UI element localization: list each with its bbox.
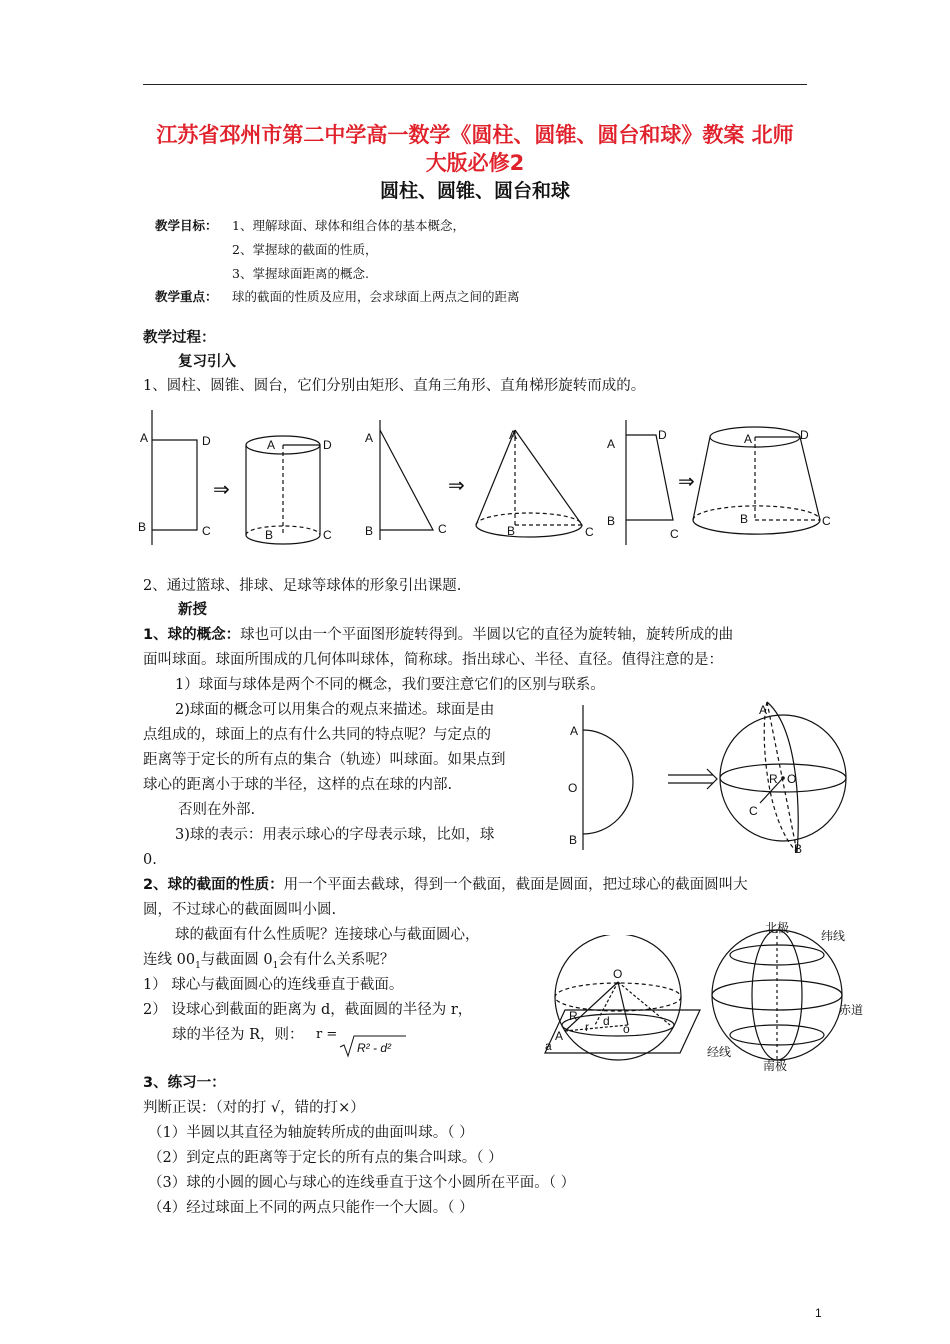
fig1-label-c: C <box>438 522 447 536</box>
fig1-label-a: A <box>365 431 374 445</box>
section1-point2-line4: 球心的距离小于球的半径，这样的点在球的内部. <box>143 777 453 793</box>
fig2-label-a: A <box>759 703 768 717</box>
exercise-item: （4）经过球面上不同的两点只能作一个大圆。（ ） <box>148 1200 474 1216</box>
objective-item: 1、理解球面、球体和组合体的基本概念， <box>232 218 465 233</box>
rotation-arrow: ⇒ <box>678 471 695 493</box>
section1-point3-line2: 0. <box>143 852 157 868</box>
fig1-label-b: B <box>740 512 749 526</box>
globe-south-pole: 南极 <box>763 1059 788 1073</box>
section2-question1: 球的截面有什么性质呢？连接球心与截面圆心， <box>175 927 480 943</box>
section1-point3-line1: 3)球的表示：用表示球心的字母表示球，比如，球 <box>175 827 495 843</box>
fig3-label-r: r <box>585 1020 589 1034</box>
fig1-label-b: B <box>365 524 374 538</box>
globe-latitude: 纬线 <box>821 929 846 943</box>
fig1-label-a: A <box>744 432 753 446</box>
fig1-label-a: A <box>140 431 149 445</box>
fig3-label-plane: a <box>545 1039 552 1053</box>
fig3-label-a: A <box>555 1029 564 1043</box>
globe-longitude: 经线 <box>707 1045 732 1059</box>
fig1-label-d: D <box>323 438 332 452</box>
globe-figure <box>705 920 870 1075</box>
fig1-label-b: B <box>607 514 616 528</box>
fig3-label-o: O <box>613 967 623 981</box>
fig2-label-b: B <box>794 842 803 856</box>
lesson-subtitle: 圆柱、圆锥、圆台和球 <box>379 180 570 202</box>
fig1-label-c: C <box>822 514 831 528</box>
fig3-label-d: d <box>603 1014 610 1028</box>
section1-point2-line3: 距离等于定长的所有点的集合（轨迹）叫球面。如果点到 <box>143 752 506 768</box>
keypoints-label: 教学重点： <box>155 289 218 304</box>
process-heading: 教学过程： <box>143 330 216 346</box>
fig1-label-d: D <box>202 434 211 448</box>
objective-item: 3、掌握球面距离的概念. <box>232 266 369 281</box>
fig1-label-d: D <box>800 428 809 442</box>
fig1-label-c: C <box>323 528 332 542</box>
fig3-label-o1: o <box>623 1022 630 1036</box>
review-heading: 复习引入 <box>178 354 236 370</box>
fig1-label-b: B <box>138 520 147 534</box>
section1-point2-line5: 否则在外部. <box>178 802 256 818</box>
keypoints-text: 球的截面的性质及应用，会求球面上两点之间的距离 <box>232 289 520 304</box>
fig1-label-a: A <box>267 438 276 452</box>
section2-item2: 2） 设球心到截面的距离为 d，截面圆的半径为 r， <box>143 1002 473 1018</box>
section1-line1: 球也可以由一个平面图形旋转得到。半圆以它的直径为旋转轴，旋转所成的曲 <box>240 627 734 643</box>
fig2-label-c: C <box>749 804 758 818</box>
fig1-label-b: B <box>265 528 274 542</box>
fig3-label-r-big: R <box>569 1009 578 1023</box>
fig1-label-a: A <box>607 437 616 451</box>
section1-heading: 1、球的概念： <box>143 627 241 643</box>
fig2-label-a: A <box>570 724 579 738</box>
review-text-2: 2、通过篮球、排球、足球等球体的形象引出课题. <box>143 578 462 594</box>
semicircle-to-sphere-figure <box>560 690 850 860</box>
section1-line2: 面叫球面。球面所围成的几何体叫球体，简称球。指出球心、半径、直径。值得注意的是： <box>143 652 723 668</box>
fig2-label-o: O <box>568 781 578 795</box>
fig1-label-c: C <box>670 527 679 541</box>
exercise-item: （1）半圆以其直径为轴旋转所成的曲面叫球。（ ） <box>148 1125 474 1141</box>
review-text-1: 1、圆柱、圆锥、圆台，它们分别由矩形、直角三角形、直角梯形旋转而成的。 <box>143 378 646 394</box>
document-title-line2: 大版必修2 <box>425 151 525 175</box>
formula-rhs: R² - d² <box>357 1041 391 1055</box>
rotation-arrow: ⇒ <box>448 475 465 497</box>
globe-north-pole: 北极 <box>765 921 790 935</box>
document-title-line1: 江苏省邳州市第二中学高一数学《圆柱、圆锥、圆台和球》教案 北师 <box>156 123 794 147</box>
exercise-item: （2）到定点的距离等于定长的所有点的集合叫球。（ ） <box>148 1150 503 1166</box>
fig1-label-a: A <box>509 428 518 442</box>
section2-item1: 1） 球心与截面圆心的连线垂直于截面。 <box>143 977 404 993</box>
section2-line1: 用一个平面去截球，得到一个截面，截面是圆面，把过球心的截面圆叫大 <box>283 877 748 893</box>
formula-lhs: r = <box>316 1027 338 1042</box>
fig1-label-c: C <box>202 524 211 538</box>
page-number: 1 <box>815 1306 822 1320</box>
section2-heading: 2、球的截面的性质： <box>143 877 284 893</box>
header-rule <box>143 84 807 85</box>
section3-intro: 判断正误：（对的打 √，错的打×） <box>143 1100 365 1116</box>
fig1-label-b: B <box>507 524 516 538</box>
fig1-label-c: C <box>585 525 594 539</box>
new-lesson-heading: 新授 <box>178 602 207 618</box>
section1-point2-line2: 点组成的，球面上的点有什么共同的特点呢？与定点的 <box>143 727 491 743</box>
section2-question2: 连线 $00_1$与截面圆 $0_1$会有什么关系呢？ <box>143 952 395 971</box>
globe-equator: 赤道 <box>839 1003 864 1017</box>
exercise-item: （3）球的小圆的圆心与球心的连线垂直于这个小圆所在平面。（ ） <box>148 1175 576 1191</box>
section1-point1: 1）球面与球体是两个不同的概念，我们要注意它们的区别与联系。 <box>175 677 605 693</box>
fig2-label-o: O <box>787 772 797 786</box>
rotation-arrow: ⇒ <box>213 479 230 501</box>
section2-item2b: 球的半径为 R，则： <box>172 1027 304 1043</box>
fig2-label-r: R <box>769 772 778 786</box>
objectives-label: 教学目标： <box>155 218 218 233</box>
objective-item: 2、掌握球的截面的性质， <box>232 242 378 257</box>
sphere-cross-section-figure <box>535 935 705 1065</box>
section1-point2-line1: 2)球面的概念可以用集合的观点来描述。球面是由 <box>175 702 495 718</box>
section2-line2: 圆，不过球心的截面圆叫小圆. <box>143 902 337 918</box>
solids-of-revolution-figure <box>130 410 850 550</box>
sqrt-formula <box>338 1032 408 1060</box>
fig2-label-b: B <box>569 833 578 847</box>
section3-heading: 3、练习一： <box>143 1075 226 1091</box>
fig1-label-d: D <box>658 428 667 442</box>
